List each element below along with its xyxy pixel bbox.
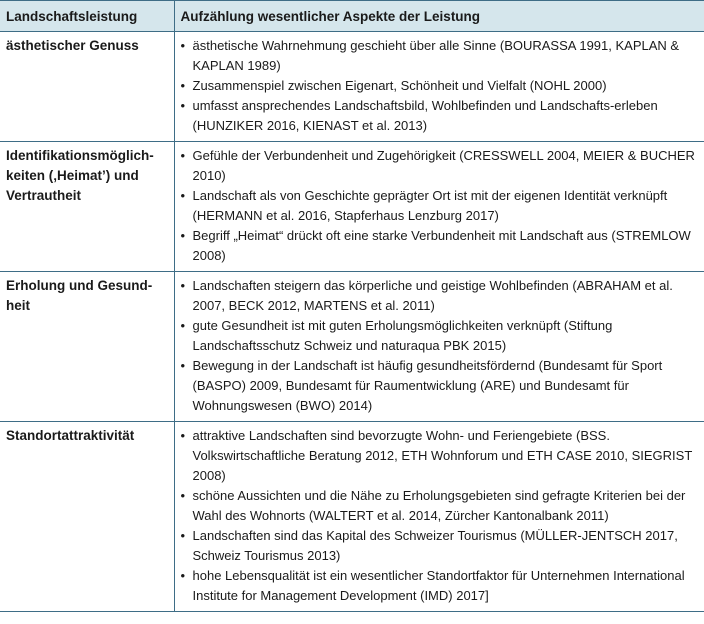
- row-aspect-cell: [0, 272, 174, 422]
- item-text: Begriff „Heimat“ drückt oft eine starke Verbundenheit mit Landschaft aus (STREMLOW 2008): [192, 228, 691, 263]
- bullet-icon: •: [180, 428, 186, 443]
- list-item: [181, 276, 699, 316]
- item-text: attraktive Landschaften sind bevorzugte Wohn- und Feriengebiete (BSS. Volkswirtschaftliche Beratung 2012, ETH Wohnforum und ETH CASE 2010, SIEGRIST 2008): [192, 428, 693, 483]
- list-item: [181, 36, 699, 76]
- item-text: gute Gesundheit ist mit guten Erholungsmöglichkeiten verknüpft (Stiftung Landschaftsschutz Schweiz und naturaqua PBK 2015): [192, 318, 613, 353]
- item-text: Bewegung in der Landschaft ist häufig gesundheitsfördernd (Bundesamt für Sport (BASPO) 2009, Bundesamt für Raumentwicklung (ARE) und Bundesamt für Wohnungswesen (BWO) 2014): [192, 358, 663, 413]
- aspect-label: Erholung und Gesund-: [6, 278, 153, 293]
- header-landschaftsleistung: Landschaftsleistung: [0, 1, 174, 32]
- item-text: umfasst ansprechendes Landschaftsbild, Wohlbefinden und Landschafts-erleben (HUNZIKER 2016, KIENAST et al. 2013): [192, 98, 658, 133]
- list-item: [181, 186, 699, 226]
- list-item: [181, 426, 699, 486]
- bullet-icon: •: [180, 318, 186, 333]
- bullet-icon: •: [180, 358, 186, 373]
- aspect-label: ästhetischer Genuss: [6, 38, 139, 53]
- list-item: [181, 356, 699, 416]
- item-text: Landschaften steigern das körperliche und geistige Wohlbefinden (ABRAHAM et al. 2007, BECK 2012, MARTENS et al. 2011): [192, 278, 673, 313]
- table-row: [0, 422, 704, 612]
- row-items-cell: [174, 272, 704, 422]
- aspect-label: keiten (‚Heimat’) und: [6, 168, 139, 183]
- bullet-icon: •: [180, 38, 186, 53]
- bullet-icon: •: [180, 188, 186, 203]
- table-row: [0, 32, 704, 142]
- row-items-cell: [174, 142, 704, 272]
- row-aspect-cell: [0, 142, 174, 272]
- item-text: Landschaften sind das Kapital des Schweizer Tourismus (MÜLLER-JENTSCH 2017, Schweiz Tourismus 2013): [192, 528, 678, 563]
- header-aspekte: Aufzählung wesentlicher Aspekte der Leistung: [174, 1, 704, 32]
- item-text: hohe Lebensqualität ist ein wesentlicher Standortfaktor für Unternehmen International Institute for Management Development (IMD) 2017]: [192, 568, 685, 603]
- item-text: Zusammenspiel zwischen Eigenart, Schönheit und Vielfalt (NOHL 2000): [192, 78, 607, 93]
- bullet-icon: •: [180, 98, 186, 113]
- bullet-icon: •: [180, 148, 186, 163]
- list-item: [181, 566, 699, 606]
- list-item: [181, 226, 699, 266]
- bullet-list: [181, 36, 699, 136]
- aspect-label: Vertrautheit: [6, 188, 82, 203]
- item-text: Gefühle der Verbundenheit und Zugehörigkeit (CRESSWELL 2004, MEIER & BUCHER 2010): [192, 148, 695, 183]
- bullet-list: [181, 146, 699, 266]
- header-row: [0, 1, 704, 32]
- list-item: [181, 96, 699, 136]
- table-row: [0, 142, 704, 272]
- bullet-icon: •: [180, 78, 186, 93]
- list-item: [181, 526, 699, 566]
- table-row: [0, 272, 704, 422]
- list-item: [181, 316, 699, 356]
- item-text: schöne Aussichten und die Nähe zu Erholungsgebieten sind gefragte Kriterien bei der Wahl des Wohnorts (WALTERT et al. 2014, Zürcher Kantonalbank 2011): [192, 488, 686, 523]
- bullet-icon: •: [180, 228, 186, 243]
- item-text: ästhetische Wahrnehmung geschieht über alle Sinne (BOURASSA 1991, KAPLAN & KAPLAN 1989): [192, 38, 680, 73]
- bullet-icon: •: [180, 278, 186, 293]
- row-items-cell: [174, 32, 704, 142]
- aspect-label: Standortattraktivität: [6, 428, 135, 443]
- row-aspect-cell: [0, 32, 174, 142]
- bullet-list: [181, 276, 699, 416]
- bullet-list: [181, 426, 699, 606]
- row-items-cell: [174, 422, 704, 612]
- item-text: Landschaft als von Geschichte geprägter Ort ist mit der eigenen Identität verknüpft (HERMANN et al. 2016, Stapferhaus Lenzburg 2017): [192, 188, 668, 223]
- row-aspect-cell: [0, 422, 174, 612]
- bullet-icon: •: [180, 568, 186, 583]
- aspect-label: Identifikationsmöglich-: [6, 148, 154, 163]
- aspect-label: heit: [6, 298, 31, 313]
- list-item: [181, 76, 699, 96]
- bullet-icon: •: [180, 488, 186, 503]
- list-item: [181, 146, 699, 186]
- list-item: [181, 486, 699, 526]
- bullet-icon: •: [180, 528, 186, 543]
